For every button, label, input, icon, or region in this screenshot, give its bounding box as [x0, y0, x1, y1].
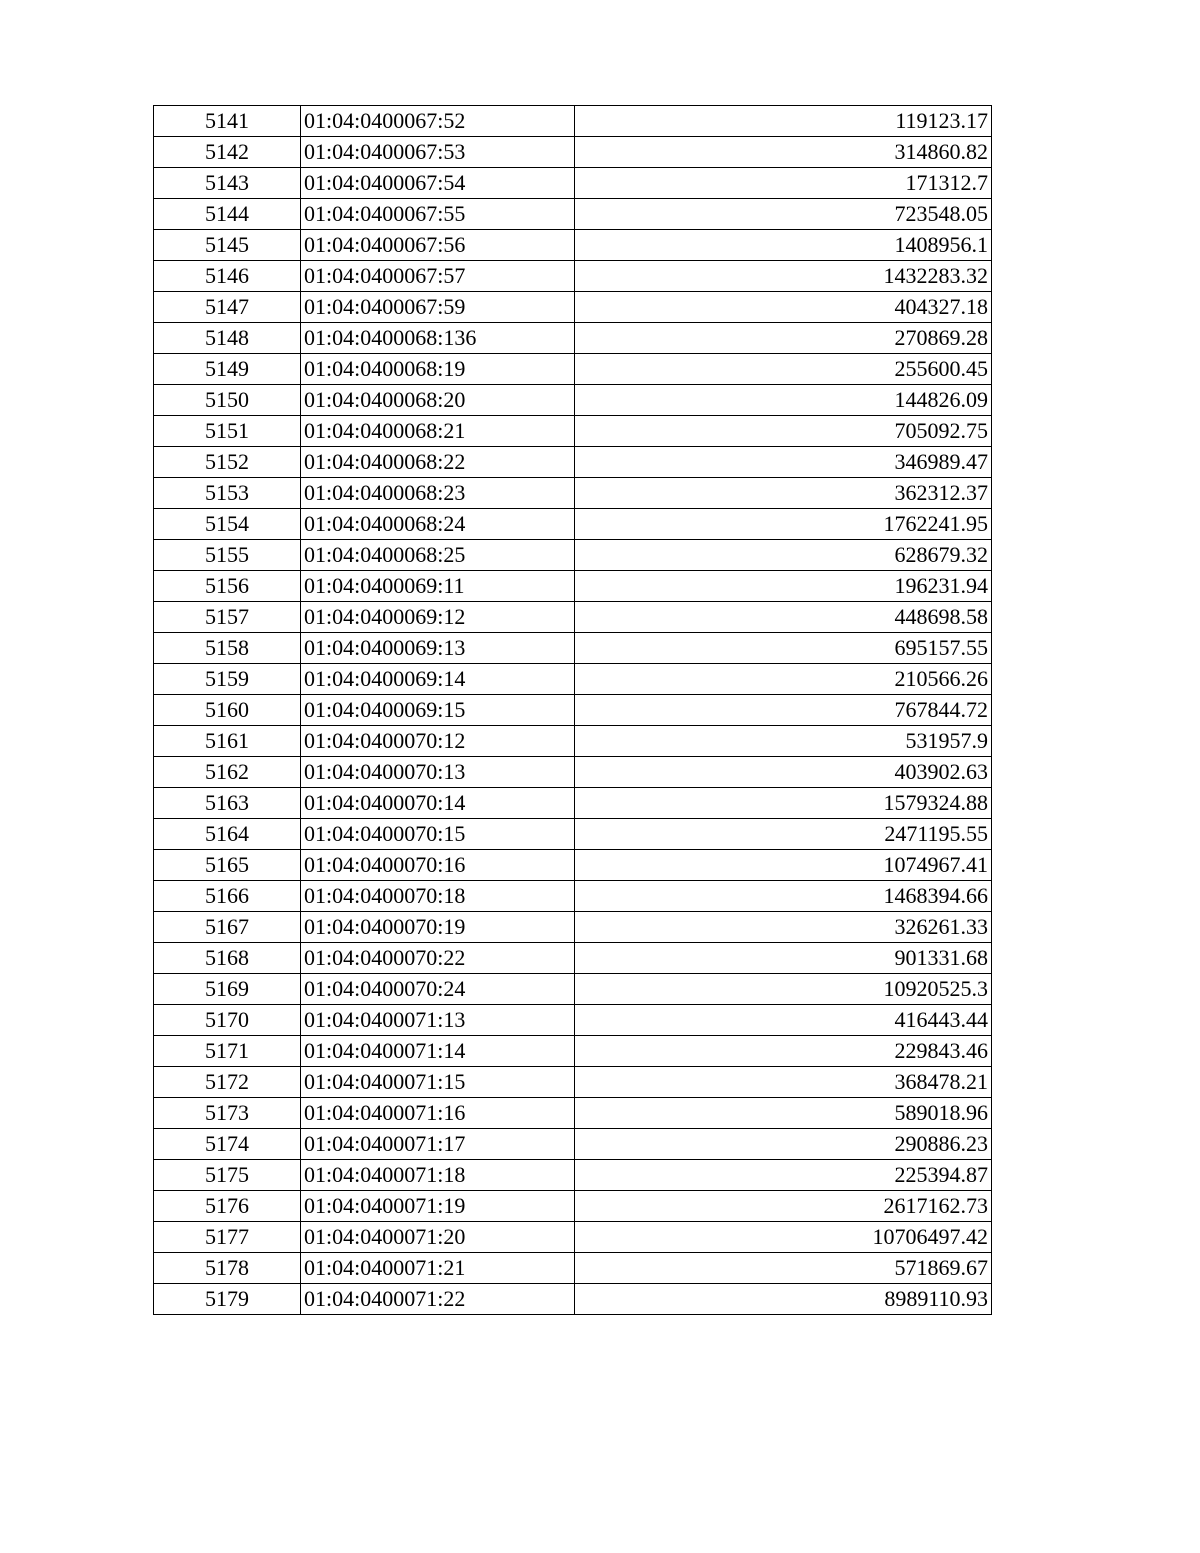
row-number-cell: 5145: [154, 230, 301, 261]
row-number-cell: 5167: [154, 912, 301, 943]
cadastral-number-cell: 01:04:0400071:15: [301, 1067, 575, 1098]
value-cell: 270869.28: [575, 323, 992, 354]
table-row: [154, 633, 992, 664]
row-number-cell: 5152: [154, 447, 301, 478]
cadastral-number-cell: 01:04:0400070:24: [301, 974, 575, 1005]
table-row: [154, 571, 992, 602]
row-number-cell: 5142: [154, 137, 301, 168]
table-row: [154, 943, 992, 974]
table-row: [154, 540, 992, 571]
value-cell: 314860.82: [575, 137, 992, 168]
table-row: [154, 323, 992, 354]
table-row: [154, 385, 992, 416]
row-number-cell: 5144: [154, 199, 301, 230]
value-cell: 1408956.1: [575, 230, 992, 261]
cadastral-number-cell: 01:04:0400071:16: [301, 1098, 575, 1129]
row-number-cell: 5153: [154, 478, 301, 509]
row-number-cell: 5156: [154, 571, 301, 602]
value-cell: 767844.72: [575, 695, 992, 726]
cadastral-number-cell: 01:04:0400071:17: [301, 1129, 575, 1160]
row-number-cell: 5159: [154, 664, 301, 695]
value-cell: 229843.46: [575, 1036, 992, 1067]
table-row: [154, 726, 992, 757]
cadastral-number-cell: 01:04:0400070:14: [301, 788, 575, 819]
cadastral-number-cell: 01:04:0400068:22: [301, 447, 575, 478]
cadastral-number-cell: 01:04:0400067:57: [301, 261, 575, 292]
data-table: [153, 105, 992, 1315]
cadastral-number-cell: 01:04:0400069:12: [301, 602, 575, 633]
table-row: [154, 1284, 992, 1315]
cadastral-number-cell: 01:04:0400069:14: [301, 664, 575, 695]
table-row: [154, 478, 992, 509]
row-number-cell: 5161: [154, 726, 301, 757]
cadastral-number-cell: 01:04:0400071:18: [301, 1160, 575, 1191]
value-cell: 362312.37: [575, 478, 992, 509]
cadastral-number-cell: 01:04:0400071:14: [301, 1036, 575, 1067]
table-row: [154, 602, 992, 633]
table-row: [154, 509, 992, 540]
value-cell: 326261.33: [575, 912, 992, 943]
row-number-cell: 5178: [154, 1253, 301, 1284]
cadastral-number-cell: 01:04:0400067:59: [301, 292, 575, 323]
row-number-cell: 5147: [154, 292, 301, 323]
cadastral-number-cell: 01:04:0400068:136: [301, 323, 575, 354]
table-row: [154, 881, 992, 912]
value-cell: 695157.55: [575, 633, 992, 664]
row-number-cell: 5155: [154, 540, 301, 571]
row-number-cell: 5148: [154, 323, 301, 354]
value-cell: 196231.94: [575, 571, 992, 602]
cadastral-number-cell: 01:04:0400071:19: [301, 1191, 575, 1222]
value-cell: 10706497.42: [575, 1222, 992, 1253]
row-number-cell: 5160: [154, 695, 301, 726]
value-cell: 723548.05: [575, 199, 992, 230]
value-cell: 2617162.73: [575, 1191, 992, 1222]
row-number-cell: 5179: [154, 1284, 301, 1315]
table-row: [154, 168, 992, 199]
value-cell: 448698.58: [575, 602, 992, 633]
row-number-cell: 5170: [154, 1005, 301, 1036]
table-row: [154, 1191, 992, 1222]
value-cell: 403902.63: [575, 757, 992, 788]
cadastral-number-cell: 01:04:0400067:54: [301, 168, 575, 199]
cadastral-number-cell: 01:04:0400069:13: [301, 633, 575, 664]
table-row: [154, 1129, 992, 1160]
value-cell: 368478.21: [575, 1067, 992, 1098]
row-number-cell: 5177: [154, 1222, 301, 1253]
row-number-cell: 5158: [154, 633, 301, 664]
cadastral-number-cell: 01:04:0400070:19: [301, 912, 575, 943]
value-cell: 531957.9: [575, 726, 992, 757]
cadastral-number-cell: 01:04:0400071:13: [301, 1005, 575, 1036]
value-cell: 901331.68: [575, 943, 992, 974]
table-row: [154, 1222, 992, 1253]
row-number-cell: 5166: [154, 881, 301, 912]
cadastral-number-cell: 01:04:0400069:15: [301, 695, 575, 726]
table-row: [154, 850, 992, 881]
value-cell: 2471195.55: [575, 819, 992, 850]
cadastral-number-cell: 01:04:0400070:22: [301, 943, 575, 974]
table-row: [154, 664, 992, 695]
value-cell: 1468394.66: [575, 881, 992, 912]
cadastral-number-cell: 01:04:0400068:23: [301, 478, 575, 509]
table-row: [154, 354, 992, 385]
row-number-cell: 5150: [154, 385, 301, 416]
table-row: [154, 974, 992, 1005]
value-cell: 1762241.95: [575, 509, 992, 540]
cadastral-number-cell: 01:04:0400071:21: [301, 1253, 575, 1284]
table-row: [154, 137, 992, 168]
row-number-cell: 5169: [154, 974, 301, 1005]
cadastral-number-cell: 01:04:0400068:20: [301, 385, 575, 416]
cadastral-number-cell: 01:04:0400067:53: [301, 137, 575, 168]
value-cell: 628679.32: [575, 540, 992, 571]
cadastral-number-cell: 01:04:0400071:22: [301, 1284, 575, 1315]
value-cell: 10920525.3: [575, 974, 992, 1005]
value-cell: 589018.96: [575, 1098, 992, 1129]
table-body: [154, 106, 992, 1315]
value-cell: 1074967.41: [575, 850, 992, 881]
row-number-cell: 5172: [154, 1067, 301, 1098]
cadastral-number-cell: 01:04:0400070:18: [301, 881, 575, 912]
cadastral-number-cell: 01:04:0400067:55: [301, 199, 575, 230]
table-row: [154, 261, 992, 292]
cadastral-number-cell: 01:04:0400068:25: [301, 540, 575, 571]
row-number-cell: 5162: [154, 757, 301, 788]
cadastral-number-cell: 01:04:0400067:56: [301, 230, 575, 261]
cadastral-number-cell: 01:04:0400068:19: [301, 354, 575, 385]
row-number-cell: 5171: [154, 1036, 301, 1067]
value-cell: 1432283.32: [575, 261, 992, 292]
table-row: [154, 1160, 992, 1191]
table-row: [154, 819, 992, 850]
row-number-cell: 5154: [154, 509, 301, 540]
table-row: [154, 1005, 992, 1036]
value-cell: 404327.18: [575, 292, 992, 323]
value-cell: 8989110.93: [575, 1284, 992, 1315]
table-row: [154, 199, 992, 230]
value-cell: 144826.09: [575, 385, 992, 416]
value-cell: 290886.23: [575, 1129, 992, 1160]
table-row: [154, 1098, 992, 1129]
cadastral-number-cell: 01:04:0400067:52: [301, 106, 575, 137]
row-number-cell: 5173: [154, 1098, 301, 1129]
row-number-cell: 5141: [154, 106, 301, 137]
value-cell: 705092.75: [575, 416, 992, 447]
row-number-cell: 5176: [154, 1191, 301, 1222]
value-cell: 210566.26: [575, 664, 992, 695]
row-number-cell: 5163: [154, 788, 301, 819]
row-number-cell: 5143: [154, 168, 301, 199]
table-row: [154, 757, 992, 788]
row-number-cell: 5165: [154, 850, 301, 881]
value-cell: 171312.7: [575, 168, 992, 199]
table-row: [154, 1067, 992, 1098]
value-cell: 416443.44: [575, 1005, 992, 1036]
table-row: [154, 788, 992, 819]
cadastral-number-cell: 01:04:0400070:12: [301, 726, 575, 757]
cadastral-number-cell: 01:04:0400068:21: [301, 416, 575, 447]
cadastral-number-cell: 01:04:0400069:11: [301, 571, 575, 602]
table-row: [154, 912, 992, 943]
cadastral-number-cell: 01:04:0400070:15: [301, 819, 575, 850]
row-number-cell: 5149: [154, 354, 301, 385]
row-number-cell: 5146: [154, 261, 301, 292]
value-cell: 255600.45: [575, 354, 992, 385]
table-row: [154, 1253, 992, 1284]
row-number-cell: 5157: [154, 602, 301, 633]
row-number-cell: 5164: [154, 819, 301, 850]
table-row: [154, 1036, 992, 1067]
cadastral-number-cell: 01:04:0400070:16: [301, 850, 575, 881]
cadastral-number-cell: 01:04:0400070:13: [301, 757, 575, 788]
row-number-cell: 5175: [154, 1160, 301, 1191]
table-row: [154, 695, 992, 726]
row-number-cell: 5151: [154, 416, 301, 447]
value-cell: 571869.67: [575, 1253, 992, 1284]
table-row: [154, 416, 992, 447]
value-cell: 346989.47: [575, 447, 992, 478]
value-cell: 225394.87: [575, 1160, 992, 1191]
table-row: [154, 447, 992, 478]
row-number-cell: 5168: [154, 943, 301, 974]
value-cell: 1579324.88: [575, 788, 992, 819]
table-row: [154, 106, 992, 137]
table-row: [154, 230, 992, 261]
cadastral-number-cell: 01:04:0400071:20: [301, 1222, 575, 1253]
table-row: [154, 292, 992, 323]
value-cell: 119123.17: [575, 106, 992, 137]
cadastral-number-cell: 01:04:0400068:24: [301, 509, 575, 540]
row-number-cell: 5174: [154, 1129, 301, 1160]
